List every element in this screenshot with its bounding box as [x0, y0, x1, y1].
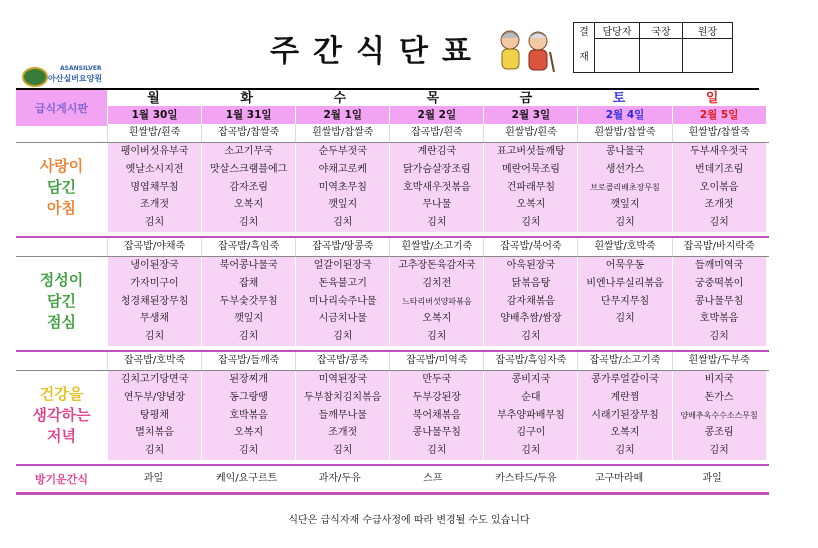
menu-item: 오이볶음: [699, 181, 739, 193]
menu-item: 김치: [144, 217, 165, 229]
snack-row: [16, 466, 769, 495]
menu-item: 건파래무침: [506, 181, 556, 193]
menu-item: 콩나물무침: [694, 295, 744, 307]
day-sun: 일: [666, 88, 759, 106]
menu-item: 비엔나루실리볶음: [586, 277, 664, 289]
dinner-items-fri: [483, 371, 577, 460]
snack-category-label: 방기운간식: [34, 472, 89, 486]
menu-item: 오복지: [234, 199, 264, 211]
dinner-category-line: 건강을: [39, 384, 84, 403]
date-sat: 2월 4일: [577, 106, 671, 124]
menu-item: 메란어묵조림: [501, 163, 560, 175]
menu-item: 양배추옥수수소스무침: [680, 410, 758, 420]
date-sun: 2월 5일: [672, 106, 766, 124]
breakfast-rice-wed: 흰쌀밥/찹쌀죽: [295, 124, 389, 142]
menu-item: 감자채볶음: [506, 295, 556, 307]
menu-item: 김치: [238, 217, 259, 229]
menu-item: 무생채: [140, 313, 170, 325]
lunch-rice-spacer: [16, 238, 107, 256]
lunch-category-line: 점심: [47, 312, 76, 331]
logo-text-ko: 아산실버요양원: [48, 74, 103, 83]
menu-item: 소고기무국: [224, 146, 273, 157]
menu-table: [16, 88, 769, 495]
menu-item: 만두국: [422, 373, 452, 385]
breakfast-rice-fri: 흰쌀밥/흰죽: [483, 124, 577, 142]
menu-item: 김치: [709, 217, 729, 229]
menu-item: 김치: [615, 313, 635, 325]
menu-item: 돈가스: [704, 391, 734, 403]
menu-item: 북어콩나물국: [219, 259, 278, 271]
breakfast-rice-spacer: [16, 124, 107, 142]
lunch-items-fri: [483, 257, 577, 346]
lunch-rice-row: [16, 238, 769, 257]
menu-item: 두부참치김치볶음: [304, 391, 382, 403]
breakfast-items-sun: [672, 143, 766, 232]
menu-item: 시래기된장무침: [591, 409, 659, 421]
lunch-items-tue: [201, 257, 295, 346]
dinner-section: [16, 352, 769, 460]
menu-item: 김치: [333, 331, 353, 343]
menu-item: 김치: [144, 331, 165, 343]
menu-item: 순대: [521, 391, 541, 403]
lunch-rice-thu: 흰쌀밥/소고기죽: [389, 238, 483, 256]
menu-item: 번데기조림: [694, 163, 744, 175]
date-fri: 2월 3일: [483, 106, 577, 124]
menu-item: 오복지: [422, 313, 452, 325]
dinner-category-label: [16, 371, 107, 460]
menu-item: 계란찜: [610, 391, 640, 403]
menu-item: 깻잎지: [610, 199, 640, 211]
day-fri: 금: [479, 88, 572, 106]
snack-sat: 고구마라떼: [594, 472, 644, 484]
dinner-category-line: 생각하는: [32, 405, 91, 424]
menu-item: 무나물: [422, 199, 452, 211]
dinner-rice-thu: 잡곡밥/미역죽: [389, 352, 483, 370]
snack-sun: 과일: [702, 472, 722, 484]
footer-note: 식단은 급식자재 수급사정에 따라 변경될 수도 있습니다: [288, 515, 530, 526]
snack-mon: 과일: [143, 472, 164, 484]
breakfast-rice-row: [16, 124, 769, 143]
dinner-items-thu: [389, 371, 483, 460]
menu-item: 김치: [709, 331, 729, 343]
lunch-rice-sat: 흰쌀밥/호박죽: [577, 238, 671, 256]
approval-box: [573, 22, 733, 73]
dinner-items-row: [16, 371, 769, 460]
lunch-rice-mon: 잡곡밥/야채죽: [107, 238, 201, 256]
menu-item: 콩나물무침: [412, 427, 461, 439]
menu-item: 두부강된장: [412, 391, 461, 403]
breakfast-items-fri: [483, 143, 577, 232]
logo: [22, 65, 162, 87]
menu-item: 생선가스: [605, 163, 645, 175]
breakfast-section: [16, 124, 769, 232]
menu-item: 닭볶음탕: [511, 277, 551, 289]
breakfast-rice-mon: 흰쌀밥/흰죽: [107, 124, 201, 142]
menu-item: 두부숯갓무침: [219, 295, 278, 307]
dinner-rice-sun: 흰쌀밥/두부죽: [672, 352, 766, 370]
menu-item: 명엽채무침: [130, 181, 179, 193]
menu-item: 미역된장국: [318, 373, 367, 385]
dinner-items-tue: [201, 371, 295, 460]
menu-item: 김치: [427, 445, 447, 457]
lunch-items-sun: [672, 257, 766, 346]
date-row: [16, 106, 769, 124]
breakfast-rice-thu: 잡곡밥/흰죽: [389, 124, 483, 142]
date-tue: 1월 31일: [201, 106, 295, 124]
category-header: 급식게시판: [16, 88, 107, 126]
approval-header-head: 원장: [683, 23, 733, 39]
menu-item: 콩가루얼갈이국: [591, 373, 659, 385]
dinner-items-mon: [107, 371, 201, 460]
lunch-items-row: [16, 257, 769, 346]
menu-item: 연두부/양념장: [123, 391, 186, 403]
menu-item: 부추양파배무침: [497, 409, 565, 421]
menu-item: 어묵우동: [605, 259, 645, 271]
menu-item: 아욱된장국: [506, 259, 556, 271]
lunch-rice-sun: 잡곡밥/바지락죽: [672, 238, 766, 256]
approval-sign-head: [683, 39, 733, 73]
approval-header-director: 국장: [640, 23, 683, 39]
breakfast-category-line: 아침: [47, 198, 76, 217]
dinner-items-sun: [672, 371, 766, 460]
menu-item: 순두부젓국: [318, 146, 367, 157]
menu-item: 오복지: [610, 427, 640, 439]
menu-item: 팽이버섯유부국: [120, 146, 189, 157]
snack-thu: 스프: [423, 472, 443, 484]
date-wed: 2월 1일: [295, 106, 389, 124]
menu-item: 김치: [238, 445, 259, 457]
lunch-category-line: 담긴: [47, 291, 76, 310]
menu-item: 김치: [333, 445, 353, 457]
menu-item: 느타리버섯양파볶음: [402, 296, 472, 306]
lunch-rice-tue: 잡곡밥/흑임죽: [201, 238, 295, 256]
menu-item: 김치: [521, 331, 541, 343]
menu-item: 탕평채: [140, 409, 170, 421]
lunch-rice-wed: 잡곡밥/땅콩죽: [295, 238, 389, 256]
approval-label-2: 재: [574, 39, 595, 73]
breakfast-category-line: 사랑이: [39, 156, 84, 175]
menu-item: 청경채된장무침: [120, 295, 189, 307]
menu-item: 오복지: [234, 427, 264, 439]
breakfast-items-wed: [295, 143, 389, 232]
approval-label-1: 결: [574, 23, 595, 39]
menu-item: 김치: [615, 445, 635, 457]
lunch-category-line: 정성이: [39, 270, 84, 289]
lunch-items-mon: [107, 257, 201, 346]
menu-item: 김치: [427, 217, 447, 229]
menu-item: 김치: [521, 217, 541, 229]
menu-item: 냉이된장국: [130, 259, 179, 271]
lunch-items-wed: [295, 257, 389, 346]
breakfast-category-line: 담긴: [47, 177, 76, 196]
menu-item: 옛날소시지전: [125, 163, 184, 175]
menu-item: 조개젓: [328, 427, 358, 439]
page-title: 주간식단표: [270, 34, 485, 69]
menu-item: 미나리숙주나물: [308, 295, 377, 307]
menu-item: 김치: [427, 331, 447, 343]
menu-item: 된장찌개: [229, 373, 268, 385]
menu-item: 호박새우젓볶음: [403, 181, 471, 193]
lunch-category-label: [16, 257, 107, 346]
menu-item: 깻잎지: [328, 199, 358, 211]
menu-item: 야채고로케: [318, 163, 367, 175]
breakfast-items-row: [16, 143, 769, 232]
menu-item: 궁중떡볶이: [694, 277, 744, 289]
approval-header-staff: 담당자: [595, 23, 640, 39]
menu-item: 양배추쌈/쌈장: [500, 313, 562, 325]
dinner-rice-row: [16, 352, 769, 371]
menu-item: 잡채: [238, 277, 259, 289]
day-wed: 수: [293, 88, 386, 106]
menu-item: 김구이: [516, 427, 546, 439]
date-mon: 1월 30일: [107, 106, 201, 124]
menu-item: 조개젓: [704, 199, 734, 211]
menu-item: 콩비지국: [511, 373, 551, 385]
menu-item: 김치: [333, 217, 353, 229]
menu-item: 호박볶음: [229, 409, 268, 421]
approval-sign-director: [640, 39, 683, 73]
day-sat: 토: [572, 88, 665, 106]
menu-item: 콩나물국: [605, 146, 645, 157]
menu-item: 조개젓: [140, 199, 170, 211]
menu-item: 단무지무침: [600, 295, 650, 307]
snack-wed: 과자/두유: [318, 472, 361, 484]
menu-item: 표고버섯들깨탕: [497, 146, 565, 157]
menu-item: 돈육불고기: [318, 277, 367, 289]
menu-item: 얼갈이된장국: [313, 259, 372, 271]
menu-item: 김치: [709, 445, 729, 457]
snack-fri: 카스타드/두유: [495, 472, 557, 484]
menu-item: [578, 328, 671, 346]
menu-item: 멸치볶음: [135, 427, 174, 439]
dinner-items-wed: [295, 371, 389, 460]
menu-item: 비지국: [704, 373, 734, 385]
menu-item: 콩조림: [704, 427, 734, 439]
menu-item: 들깨미역국: [694, 259, 744, 271]
dinner-rice-tue: 잡곡밥/들깨죽: [201, 352, 295, 370]
date-thu: 2월 2일: [389, 106, 483, 124]
day-tue: 화: [200, 88, 293, 106]
dinner-rice-sat: 잡곡밥/소고기죽: [577, 352, 671, 370]
breakfast-items-mon: [107, 143, 201, 232]
menu-item: 김치고기당면국: [120, 373, 189, 385]
menu-item: 호박볶음: [699, 313, 739, 325]
menu-item: 김치: [144, 445, 165, 457]
menu-item: 동그랑땡: [229, 391, 268, 403]
grandparents-illustration: [490, 26, 560, 74]
logo-emblem: [22, 67, 48, 87]
menu-item: 김치: [521, 445, 541, 457]
lunch-section: [16, 238, 769, 346]
snack-tue: 케익/요구르트: [215, 472, 278, 484]
dinner-rice-fri: 잡곡밥/흑임자죽: [483, 352, 577, 370]
breakfast-rice-sun: 흰쌀밥/찹쌀죽: [672, 124, 766, 142]
breakfast-items-tue: [201, 143, 295, 232]
menu-item: 가자미구이: [130, 277, 179, 289]
logo-text-en: ASANSILVER: [60, 65, 102, 72]
approval-sign-staff: [595, 39, 640, 73]
lunch-items-sat: [577, 257, 671, 346]
menu-item: 감자조림: [229, 181, 268, 193]
dinner-rice-wed: 잡곡밥/콩죽: [295, 352, 389, 370]
breakfast-items-thu: [389, 143, 483, 232]
menu-item: 들깨무나물: [318, 409, 367, 421]
menu-item: 깻잎지: [234, 313, 264, 325]
menu-item: 브로콜리배초장무침: [590, 182, 660, 192]
breakfast-rice-sat: 흰쌀밥/찹쌀죽: [577, 124, 671, 142]
breakfast-category-label: [16, 143, 107, 232]
dinner-items-sat: [577, 371, 671, 460]
dinner-category-line: 저녁: [47, 426, 76, 445]
menu-item: 닭가슴살장조림: [403, 163, 471, 175]
day-mon: 월: [107, 88, 200, 106]
menu-item: 시금치나물: [318, 313, 367, 325]
lunch-items-thu: [389, 257, 483, 346]
menu-item: 김치전: [422, 277, 452, 289]
dinner-rice-spacer: [16, 352, 107, 370]
breakfast-rice-tue: 잡곡밥/찹쌀죽: [201, 124, 295, 142]
menu-item: 두부새우젓국: [690, 146, 749, 157]
menu-item: 오복지: [516, 199, 546, 211]
lunch-rice-fri: 잡곡밥/북어죽: [483, 238, 577, 256]
menu-item: 고추장돈육감자국: [398, 259, 476, 271]
dinner-rice-mon: 잡곡밥/호박죽: [107, 352, 201, 370]
menu-item: 미역초무침: [318, 181, 367, 193]
day-thu: 목: [386, 88, 479, 106]
menu-item: 북어채볶음: [412, 409, 461, 421]
menu-item: 김치: [238, 331, 259, 343]
menu-item: 김치: [615, 217, 635, 229]
menu-item: 계란김국: [417, 146, 457, 157]
menu-item: 맛살스크램블에그: [210, 163, 288, 175]
breakfast-items-sat: [577, 143, 671, 232]
